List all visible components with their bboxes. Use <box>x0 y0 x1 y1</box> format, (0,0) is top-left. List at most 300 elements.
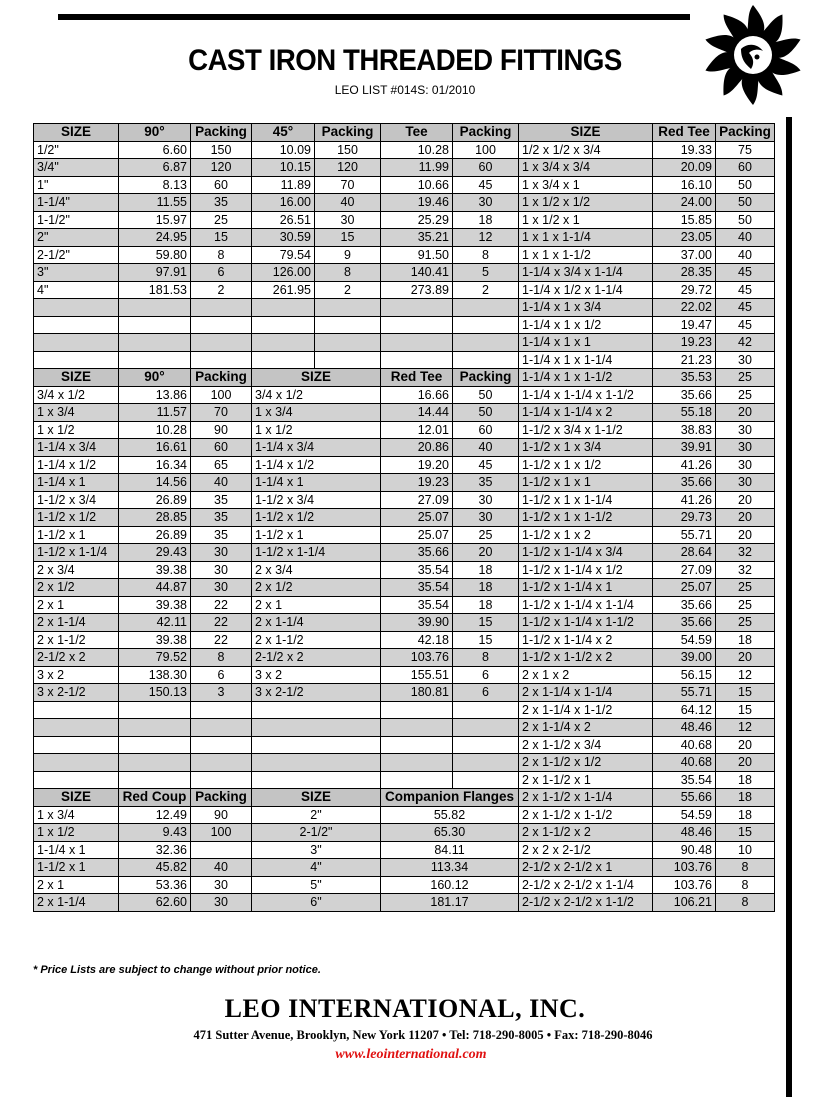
table-cell: 2 x 3/4 <box>252 561 381 579</box>
table-cell: 1 x 3/4 x 3/4 <box>519 159 653 177</box>
table-cell: 60 <box>191 439 252 457</box>
table-row <box>34 334 775 352</box>
table-cell: 19.23 <box>381 474 453 492</box>
table-cell: 8 <box>453 246 519 264</box>
table-cell: 2 x 1/2 <box>34 579 119 597</box>
table-cell: 29.73 <box>653 509 716 527</box>
table-header-cell: 90° <box>119 124 191 142</box>
table-cell: 3 x 2 <box>34 666 119 684</box>
table-cell: 35.54 <box>381 579 453 597</box>
table-cell: 1-1/2 x 1 <box>34 859 119 877</box>
table-cell: 53.36 <box>119 876 191 894</box>
table-cell: 11.89 <box>252 176 315 194</box>
table-cell: 45 <box>716 299 775 317</box>
table-row <box>34 159 775 177</box>
table-header-cell: Packing <box>191 124 252 142</box>
table-cell: 35.21 <box>381 229 453 247</box>
table-cell: 1 x 1/2 <box>34 824 119 842</box>
table-cell: 18 <box>716 631 775 649</box>
table-cell: 8 <box>716 894 775 912</box>
table-cell <box>119 771 191 789</box>
table-cell: 91.50 <box>381 246 453 264</box>
table-cell: 1-1/4 x 1/2 <box>252 456 381 474</box>
table-cell: 2 <box>453 281 519 299</box>
table-cell: 9 <box>315 246 381 264</box>
price-table <box>33 123 775 912</box>
table-cell <box>252 719 381 737</box>
table-cell: 2 x 1-1/2 x 2 <box>519 824 653 842</box>
table-row <box>34 876 775 894</box>
table-cell: 1-1/4 x 1 x 1/2 <box>519 316 653 334</box>
table-cell: 4" <box>252 859 381 877</box>
table-row <box>34 474 775 492</box>
table-cell: 16.61 <box>119 439 191 457</box>
table-cell <box>381 299 453 317</box>
table-cell: 48.46 <box>653 719 716 737</box>
table-cell: 113.34 <box>381 859 519 877</box>
table-cell: 56.15 <box>653 666 716 684</box>
table-cell: 6.87 <box>119 159 191 177</box>
table-cell: 25.29 <box>381 211 453 229</box>
table-cell <box>453 736 519 754</box>
table-cell: 2" <box>252 806 381 824</box>
table-cell <box>252 334 315 352</box>
table-cell <box>315 334 381 352</box>
table-cell: 35.66 <box>381 544 453 562</box>
table-cell: 79.54 <box>252 246 315 264</box>
table-cell: 1-1/4 x 1 <box>34 841 119 859</box>
table-cell: 40.68 <box>653 754 716 772</box>
table-cell: 30 <box>716 439 775 457</box>
table-header-row <box>34 789 775 807</box>
top-rule <box>58 14 690 20</box>
table-cell: 1-1/2 x 1-1/4 x 1-1/4 <box>519 596 653 614</box>
table-cell: 55.71 <box>653 526 716 544</box>
table-row <box>34 614 775 632</box>
table-row <box>34 544 775 562</box>
table-cell: 1-1/4 x 1 <box>252 474 381 492</box>
table-cell: 1-1/2 x 1-1/2 x 2 <box>519 649 653 667</box>
table-cell <box>381 701 453 719</box>
table-cell: 1-1/2 x 1 x 1/2 <box>519 456 653 474</box>
table-cell: 150 <box>315 141 381 159</box>
table-cell: 18 <box>453 596 519 614</box>
table-cell: 1-1/2 x 1-1/4 <box>252 544 381 562</box>
table-cell <box>119 351 191 369</box>
table-row <box>34 859 775 877</box>
table-row <box>34 351 775 369</box>
table-cell: 35 <box>191 509 252 527</box>
table-cell: 19.33 <box>653 141 716 159</box>
table-cell: 103.76 <box>653 876 716 894</box>
table-header-cell: SIZE <box>519 124 653 142</box>
table-cell: 25.07 <box>653 579 716 597</box>
table-cell: 50 <box>453 404 519 422</box>
table-header-cell: 2 x 1-1/2 x 1-1/4 <box>519 789 653 807</box>
table-cell: 6 <box>453 666 519 684</box>
table-cell: 25 <box>716 614 775 632</box>
table-cell <box>381 771 453 789</box>
table-cell: 1 x 1 x 1-1/2 <box>519 246 653 264</box>
table-cell: 106.21 <box>653 894 716 912</box>
table-cell <box>252 299 315 317</box>
table-cell: 8 <box>315 264 381 282</box>
table-cell: 39.38 <box>119 596 191 614</box>
table-row <box>34 526 775 544</box>
table-row <box>34 176 775 194</box>
table-cell <box>191 351 252 369</box>
table-cell: 3 x 2-1/2 <box>252 684 381 702</box>
table-cell: 25.07 <box>381 526 453 544</box>
table-cell: 20 <box>716 509 775 527</box>
table-cell: 1-1/2 x 1 x 2 <box>519 526 653 544</box>
table-header-cell: Packing <box>453 369 519 387</box>
table-cell: 3 x 2-1/2 <box>34 684 119 702</box>
table-row <box>34 316 775 334</box>
table-cell: 22 <box>191 631 252 649</box>
table-cell: 1 x 1/2 <box>34 421 119 439</box>
table-cell <box>453 719 519 737</box>
table-cell: 50 <box>453 386 519 404</box>
table-cell: 1-1/2 x 1-1/4 x 1-1/2 <box>519 614 653 632</box>
table-cell <box>315 299 381 317</box>
table-cell: 1-1/2" <box>34 211 119 229</box>
table-cell: 15.85 <box>653 211 716 229</box>
table-cell: 1-1/2 x 1-1/4 x 1/2 <box>519 561 653 579</box>
table-cell: 2-1/2 x 2 <box>34 649 119 667</box>
table-cell: 1 x 1/2 x 1/2 <box>519 194 653 212</box>
table-cell: 42.18 <box>381 631 453 649</box>
table-row <box>34 824 775 842</box>
table-cell: 39.90 <box>381 614 453 632</box>
table-row <box>34 386 775 404</box>
table-cell: 19.23 <box>653 334 716 352</box>
table-cell: 16.00 <box>252 194 315 212</box>
table-cell: 18 <box>453 579 519 597</box>
table-cell: 11.55 <box>119 194 191 212</box>
table-cell <box>381 334 453 352</box>
table-row <box>34 491 775 509</box>
table-cell: 2-1/2" <box>34 246 119 264</box>
table-cell: 2 <box>315 281 381 299</box>
table-cell: 30 <box>315 211 381 229</box>
table-cell: 41.26 <box>653 491 716 509</box>
table-cell: 30 <box>453 509 519 527</box>
table-cell: 12 <box>453 229 519 247</box>
table-cell: 103.76 <box>653 859 716 877</box>
table-cell: 1 x 3/4 <box>34 806 119 824</box>
table-row <box>34 299 775 317</box>
table-cell <box>34 351 119 369</box>
table-cell: 25 <box>716 596 775 614</box>
table-cell: 20 <box>453 544 519 562</box>
list-number: LEO LIST #014S: 01/2010 <box>334 83 476 97</box>
table-header-cell: SIZE <box>252 789 381 807</box>
table-row <box>34 281 775 299</box>
table-row <box>34 456 775 474</box>
table-cell: 180.81 <box>381 684 453 702</box>
table-cell: 29.43 <box>119 544 191 562</box>
table-cell <box>453 701 519 719</box>
table-cell <box>191 736 252 754</box>
table-cell: 6" <box>252 894 381 912</box>
page-title: CAST IRON THREADED FITTINGS <box>188 44 622 77</box>
table-cell: 40.68 <box>653 736 716 754</box>
table-cell: 2 x 2 x 2-1/2 <box>519 841 653 859</box>
table-cell: 40 <box>716 246 775 264</box>
table-cell: 1-1/2 x 1 <box>34 526 119 544</box>
table-cell: 18 <box>453 561 519 579</box>
table-cell: 40 <box>191 474 252 492</box>
table-cell: 30 <box>453 194 519 212</box>
table-cell: 1 x 1/2 <box>252 421 381 439</box>
table-cell: 2-1/2 x 2-1/2 x 1-1/2 <box>519 894 653 912</box>
table-cell: 1-1/2 x 3/4 <box>34 491 119 509</box>
table-cell: 2 x 1-1/4 <box>252 614 381 632</box>
table-cell: 60 <box>716 159 775 177</box>
table-cell: 181.53 <box>119 281 191 299</box>
table-cell: 70 <box>315 176 381 194</box>
table-cell: 1-1/4 x 1 <box>34 474 119 492</box>
table-cell: 60 <box>191 176 252 194</box>
table-cell <box>252 736 381 754</box>
company-address: 471 Sutter Avenue, Brooklyn, New York 11207 • Tel: 718-290-8005 • Fax: 718-290-8046 <box>193 1028 653 1042</box>
table-cell: 23.05 <box>653 229 716 247</box>
table-cell: 1-1/4 x 3/4 <box>252 439 381 457</box>
table-cell <box>34 299 119 317</box>
table-cell: 1-1/2 x 1-1/4 <box>34 544 119 562</box>
table-cell: 55.18 <box>653 404 716 422</box>
table-cell: 35.66 <box>653 474 716 492</box>
table-cell <box>381 316 453 334</box>
table-cell: 1-1/4 x 3/4 <box>34 439 119 457</box>
table-cell: 25.07 <box>381 509 453 527</box>
table-cell: 35.54 <box>381 561 453 579</box>
table-cell: 2 x 1-1/2 x 3/4 <box>519 736 653 754</box>
table-cell: 35.54 <box>653 771 716 789</box>
table-cell: 44.87 <box>119 579 191 597</box>
table-cell: 26.51 <box>252 211 315 229</box>
table-cell: 6 <box>191 264 252 282</box>
table-cell: 1 x 1/2 x 1 <box>519 211 653 229</box>
table-cell: 11.99 <box>381 159 453 177</box>
table-cell: 10.28 <box>119 421 191 439</box>
table-cell: 30 <box>716 421 775 439</box>
table-cell: 54.59 <box>653 806 716 824</box>
table-cell: 8.13 <box>119 176 191 194</box>
table-cell <box>252 771 381 789</box>
table-row <box>34 631 775 649</box>
table-cell: 32 <box>716 544 775 562</box>
table-cell: 12 <box>716 666 775 684</box>
table-cell: 138.30 <box>119 666 191 684</box>
table-cell <box>453 299 519 317</box>
table-row <box>34 439 775 457</box>
table-row <box>34 649 775 667</box>
table-cell: 26.89 <box>119 491 191 509</box>
table-cell: 2 x 1-1/4 <box>34 894 119 912</box>
table-cell: 150.13 <box>119 684 191 702</box>
table-cell: 11.57 <box>119 404 191 422</box>
table-cell: 3" <box>252 841 381 859</box>
table-cell <box>381 719 453 737</box>
table-row <box>34 666 775 684</box>
table-row <box>34 421 775 439</box>
table-cell: 35.66 <box>653 386 716 404</box>
table-cell <box>381 754 453 772</box>
table-cell: 90 <box>191 421 252 439</box>
table-cell: 2 x 3/4 <box>34 561 119 579</box>
table-cell: 126.00 <box>252 264 315 282</box>
table-cell: 100 <box>191 824 252 842</box>
table-row <box>34 264 775 282</box>
table-cell: 1 x 3/4 <box>34 404 119 422</box>
table-cell: 1-1/4" <box>34 194 119 212</box>
table-cell: 1-1/4 x 1-1/4 x 2 <box>519 404 653 422</box>
table-cell: 30 <box>453 491 519 509</box>
table-cell: 10.66 <box>381 176 453 194</box>
table-header-cell: Red Tee <box>653 124 716 142</box>
table-cell <box>119 701 191 719</box>
table-cell: 45.82 <box>119 859 191 877</box>
table-header-cell: 55.66 <box>653 789 716 807</box>
table-cell: 32 <box>716 561 775 579</box>
table-cell: 3/4" <box>34 159 119 177</box>
table-cell <box>315 316 381 334</box>
table-header-cell: Red Coup <box>119 789 191 807</box>
table-cell: 2 x 1-1/2 <box>34 631 119 649</box>
table-cell: 14.44 <box>381 404 453 422</box>
table-cell: 2 x 1-1/2 x 1-1/2 <box>519 806 653 824</box>
table-cell: 20 <box>716 754 775 772</box>
table-cell: 20.09 <box>653 159 716 177</box>
table-cell: 20 <box>716 526 775 544</box>
table-cell: 103.76 <box>381 649 453 667</box>
table-cell: 261.95 <box>252 281 315 299</box>
table-cell: 15 <box>315 229 381 247</box>
table-cell: 8 <box>191 649 252 667</box>
table-cell: 1-1/2 x 1 x 1 <box>519 474 653 492</box>
table-cell: 35 <box>191 491 252 509</box>
table-cell: 45 <box>453 456 519 474</box>
table-cell: 16.66 <box>381 386 453 404</box>
table-header-cell: Red Tee <box>381 369 453 387</box>
table-cell: 1-1/2 x 1 x 1-1/4 <box>519 491 653 509</box>
table-cell: 1-1/4 x 1-1/4 x 1-1/2 <box>519 386 653 404</box>
table-cell: 35.54 <box>381 596 453 614</box>
table-cell: 2-1/2" <box>252 824 381 842</box>
table-cell: 1/2 x 1/2 x 3/4 <box>519 141 653 159</box>
table-cell: 9.43 <box>119 824 191 842</box>
table-header-cell: SIZE <box>252 369 381 387</box>
table-cell: 25 <box>453 526 519 544</box>
table-row <box>34 211 775 229</box>
company-name: LEO INTERNATIONAL, INC. <box>224 994 586 1023</box>
table-cell: 55.71 <box>653 684 716 702</box>
table-cell <box>453 771 519 789</box>
company-website[interactable]: www.leointernational.com <box>335 1047 487 1062</box>
table-cell: 45 <box>453 176 519 194</box>
table-cell: 30 <box>191 894 252 912</box>
table-cell: 3/4 x 1/2 <box>34 386 119 404</box>
table-cell: 20 <box>716 404 775 422</box>
table-cell: 15 <box>453 631 519 649</box>
table-cell: 1-1/2 x 3/4 x 1-1/2 <box>519 421 653 439</box>
table-cell: 1-1/2 x 1/2 <box>34 509 119 527</box>
table-row <box>34 701 775 719</box>
table-row <box>34 719 775 737</box>
table-cell: 50 <box>716 211 775 229</box>
table-cell: 79.52 <box>119 649 191 667</box>
table-cell <box>381 351 453 369</box>
table-cell: 50 <box>716 194 775 212</box>
table-cell: 8 <box>716 876 775 894</box>
table-cell: 22.02 <box>653 299 716 317</box>
table-cell: 3/4 x 1/2 <box>252 386 381 404</box>
table-header-cell: 45° <box>252 124 315 142</box>
table-cell: 97.91 <box>119 264 191 282</box>
price-notice: * Price Lists are subject to change without prior notice. <box>33 964 321 976</box>
table-cell: 2-1/2 x 2-1/2 x 1 <box>519 859 653 877</box>
table-cell: 2 x 1/2 <box>252 579 381 597</box>
table-cell: 90.48 <box>653 841 716 859</box>
table-cell <box>191 841 252 859</box>
table-cell: 19.20 <box>381 456 453 474</box>
table-cell: 8 <box>453 649 519 667</box>
table-cell: 28.64 <box>653 544 716 562</box>
table-cell <box>119 719 191 737</box>
table-cell: 37.00 <box>653 246 716 264</box>
table-cell <box>34 701 119 719</box>
table-cell: 30 <box>191 876 252 894</box>
table-cell: 1-1/2 x 3/4 <box>252 491 381 509</box>
table-cell: 2 x 1 x 2 <box>519 666 653 684</box>
table-cell: 1-1/2 x 1-1/4 x 1 <box>519 579 653 597</box>
table-cell: 32.36 <box>119 841 191 859</box>
table-cell: 20.86 <box>381 439 453 457</box>
table-row <box>34 404 775 422</box>
table-cell <box>191 334 252 352</box>
table-cell <box>252 754 381 772</box>
table-cell: 2-1/2 x 2 <box>252 649 381 667</box>
table-cell <box>119 316 191 334</box>
table-header-cell: Packing <box>315 124 381 142</box>
table-cell: 2 x 1-1/4 x 2 <box>519 719 653 737</box>
table-cell: 41.26 <box>653 456 716 474</box>
table-cell: 40 <box>716 229 775 247</box>
table-cell: 6 <box>191 666 252 684</box>
table-cell <box>453 316 519 334</box>
table-cell <box>34 316 119 334</box>
table-cell: 1 x 3/4 <box>252 404 381 422</box>
table-cell: 2 x 1 <box>34 876 119 894</box>
table-cell <box>252 316 315 334</box>
table-cell <box>252 351 315 369</box>
table-cell <box>315 351 381 369</box>
price-table-body <box>34 124 775 912</box>
table-cell: 42.11 <box>119 614 191 632</box>
table-cell: 2 x 1 <box>252 596 381 614</box>
table-cell <box>191 316 252 334</box>
table-cell: 25 <box>716 386 775 404</box>
table-cell: 1-1/4 x 1/2 <box>34 456 119 474</box>
table-cell <box>34 719 119 737</box>
table-cell: 273.89 <box>381 281 453 299</box>
table-cell: 2 x 1-1/4 x 1-1/4 <box>519 684 653 702</box>
table-header-cell: 25 <box>716 369 775 387</box>
table-cell <box>34 771 119 789</box>
table-cell: 22 <box>191 596 252 614</box>
